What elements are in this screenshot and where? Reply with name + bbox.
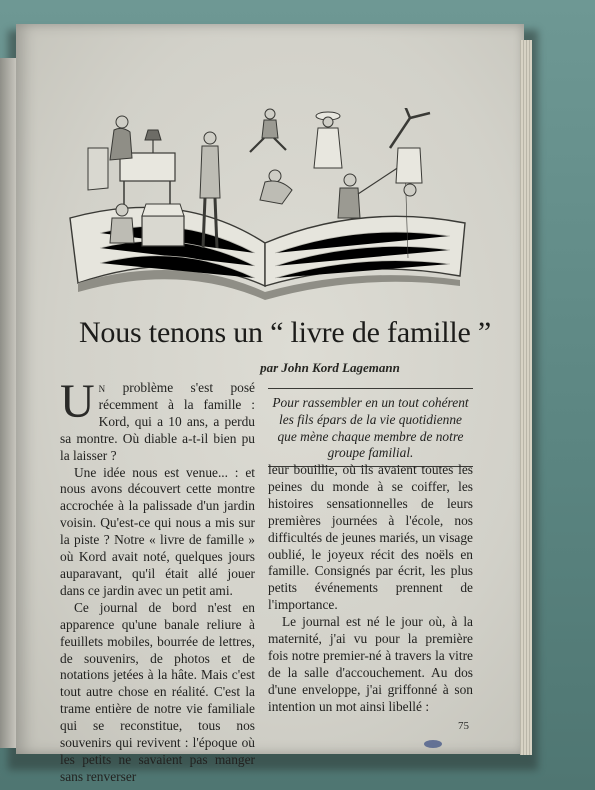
open-book-family-illustration-icon — [60, 108, 480, 308]
pull-quote: Pour rassembler en un tout cohérent les fils épars de la vie quotidienne que mène chaque membre de notre groupe familial. — [268, 388, 473, 467]
page-number: 75 — [458, 720, 469, 732]
paragraph: leur bouillie, où ils avaient toutes les peines du monde à se coiffer, les histoires sensationnelles de leurs premières journées à l'école, nos difficultés de jeunes mariés, un visage oublié, le joyeux récit des noëls en famille. Consignés par écrit, les plus petits événements prennent de l'importance. — [268, 462, 473, 613]
paragraph: Le journal est né le jour où, à la maternité, j'ai vu pour la première fois notre premier-né à travers la vitre de la salle d'accouchement. Au dos d'une enveloppe, j'ai griffonné à son intention un mot ainsi libellé : — [268, 614, 473, 714]
paragraph: Ce journal de bord n'est en apparence qu'une banale reliure à feuillets mobiles, bourrée de lettres, de souvenirs, de photos et de notations jetées à la hâte. Mais c'est tout autre chose en réalité. C'est la trame entière de notre vie familiale qui se reconstitue, tous nos souvenirs qui revivent : l'époque où les petits ne savaient pas manger sans renverser — [60, 599, 255, 784]
article-title: Nous tenons un “ livre de famille ” — [78, 316, 492, 349]
text-column-left — [60, 375, 255, 786]
paragraph: Une idée nous est venue... : et nous avons découvert cette montre accrochée à la palissade d'un jardin voisin. Qu'est-ce qui nous a mis sur la piste ? Notre « livre de famille » où Kord avait noté, quelques jours auparavant, qu'il était allé jouer dans ce jardin avec un petit ami. — [60, 464, 255, 598]
ink-stain — [424, 740, 442, 748]
drop-cap: U — [60, 375, 95, 428]
intro-paragraph — [60, 375, 255, 465]
text-column-right — [268, 462, 473, 716]
first-words: n — [98, 380, 106, 395]
article-byline: par John Kord Lagemann — [260, 360, 400, 375]
intro-text: problème s'est posé récemment à la famille : Kord, qui a 10 ans, a perdu sa montre. Où diable a-t-il bien pu la laisser ? — [60, 380, 255, 463]
facing-page-edge — [0, 58, 16, 748]
page-stack-edge — [520, 40, 532, 755]
